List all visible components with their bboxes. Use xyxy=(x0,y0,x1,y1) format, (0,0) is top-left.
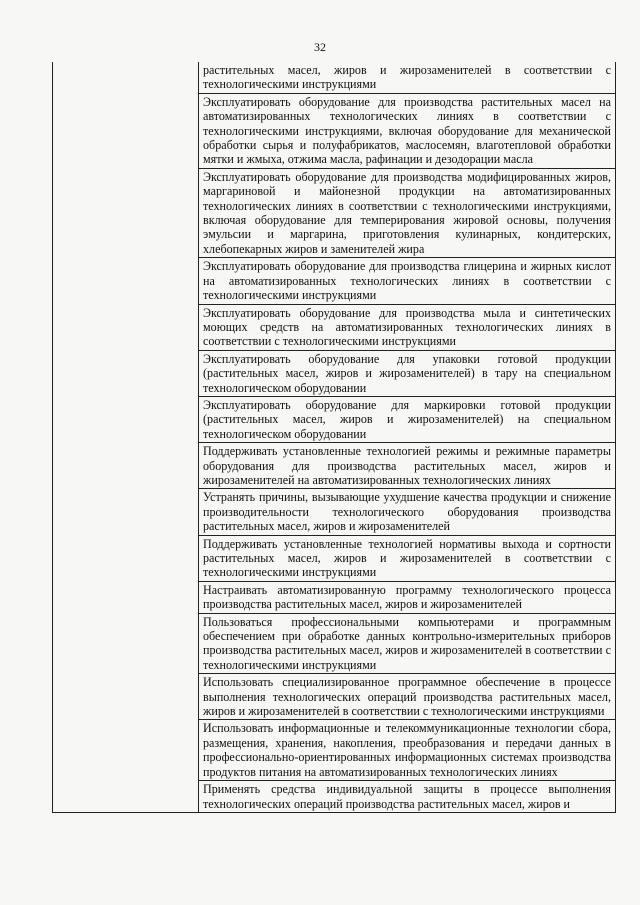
table-row: Эксплуатировать оборудование для производства модифицированных жиров, маргариновой и майонезной продукции на автоматизированных технологических линиях в соответствии с технологическими инструкциями, включая оборудование для темперирования жировой основы, получения эмульсии и маргарина, приготовления кулинарных, кондитерских, хлебопекарных жиров и заменителей жира xyxy=(199,168,615,257)
table-row: Пользоваться профессиональными компьютерами и программным обеспечением при обработке данных контрольно-измерительных приборов производства растительных масел, жиров и жирозаменителей в соответствии с технологическими инструкциями xyxy=(199,613,615,674)
table-row: Настраивать автоматизированную программу технологического процесса производства растительных масел, жиров и жирозаменителей xyxy=(199,581,615,613)
table-row: Эксплуатировать оборудование для упаковки готовой продукции (растительных масел, жиров и жирозаменителей) в тару на специальном технологическом оборудовании xyxy=(199,350,615,396)
table-row: Использовать информационные и телекоммуникационные технологии сбора, размещения, хранения, накопления, преобразования и передачи данных в профессионально-ориентированных информационных системах производства продуктов питания на автоматизированных технологических линиях xyxy=(199,719,615,780)
table-left-column xyxy=(53,62,199,812)
skills-table xyxy=(52,62,616,813)
table-row: Поддерживать установленные технологией режимы и режимные параметры оборудования для производства растительных масел, жиров и жирозаменителей на автоматизированных технологических линиях xyxy=(199,442,615,488)
table-row: растительных масел, жиров и жирозаменителей в соответствии с технологическими инструкциями xyxy=(203,63,611,92)
table-row: Эксплуатировать оборудование для производства глицерина и жирных кислот на автоматизированных технологических линиях в соответствии с технологическими инструкциями xyxy=(199,257,615,303)
table-row: Использовать специализированное программное обеспечение в процессе выполнения технологических операций производства растительных масел, жиров и жирозаменителей в соответствии с технологическими инструкциями xyxy=(199,673,615,719)
table-right-column xyxy=(199,62,615,812)
table-row: Устранять причины, вызывающие ухудшение качества продукции и снижение производительности технологического оборудования производства растительных масел, жиров и жирозаменителей xyxy=(199,488,615,534)
page-number: 32 xyxy=(314,40,326,54)
table-row: Применять средства индивидуальной защиты в процессе выполнения технологических операций производства растительных масел, жиров и xyxy=(199,780,615,812)
table-row: Поддерживать установленные технологией нормативы выхода и сортности растительных масел, жиров и жирозаменителей в соответствии с технологическими инструкциями xyxy=(199,535,615,581)
table-row: Эксплуатировать оборудование для производства растительных масел на автоматизированных технологических линиях в соответствии с технологическими инструкциями, включая оборудование для механической обработки сырья и полуфабрикатов, маслосемян, влаготепловой обработки мятки и жмыха, отжима масла, рафинации и дезодорации масла xyxy=(199,93,615,168)
table-row: Эксплуатировать оборудование для маркировки готовой продукции (растительных масел, жиров и жирозаменителей) на специальном технологическом оборудовании xyxy=(199,396,615,442)
table-row: Эксплуатировать оборудование для производства мыла и синтетических моющих средств на автоматизированных технологических линиях в соответствии с технологическими инструкциями xyxy=(199,304,615,350)
